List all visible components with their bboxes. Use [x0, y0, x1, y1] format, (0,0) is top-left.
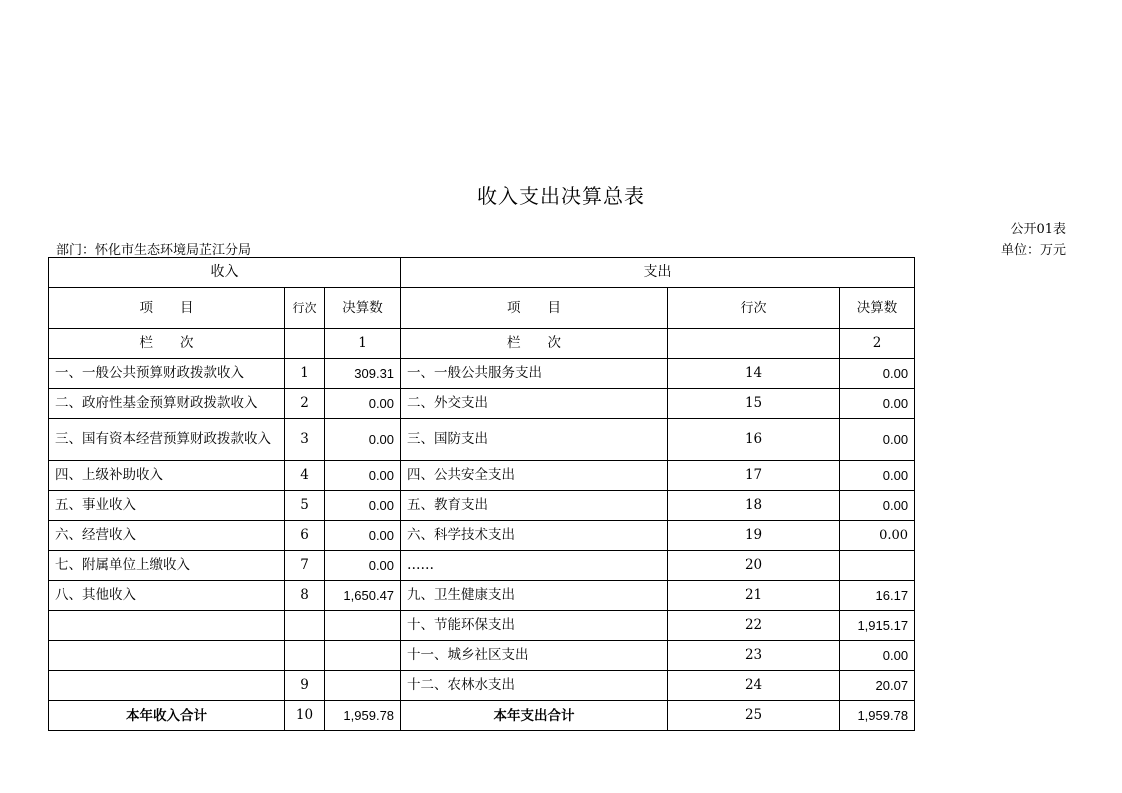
income-row-no-header: 行次 [285, 288, 325, 329]
income-amount-cell: 0.00 [325, 419, 401, 461]
income-amount-cell: 0.00 [325, 491, 401, 521]
table-row [49, 419, 915, 461]
expense-amount-header: 决算数 [840, 288, 915, 329]
expense-row-no-header: 行次 [668, 288, 840, 329]
expense-amount-cell: 0.00 [840, 419, 915, 461]
income-row-no-cell: 9 [285, 671, 325, 701]
expense-amount-cell: 0.00 [840, 491, 915, 521]
expense-lanci-label: 栏 次 [401, 329, 668, 359]
expense-row-no-cell: 15 [668, 389, 840, 419]
income-row-no-cell: 7 [285, 551, 325, 581]
expense-amount-cell: 0.00 [840, 641, 915, 671]
expense-amount-cell: 0.00 [840, 521, 915, 551]
income-lanci-number: 1 [325, 329, 401, 359]
expense-amount-cell: 0.00 [840, 461, 915, 491]
income-amount-cell: 0.00 [325, 521, 401, 551]
table-body [49, 359, 915, 701]
expense-row-no-cell: 14 [668, 359, 840, 389]
expense-amount-cell [840, 551, 915, 581]
expense-item-cell: 一、一般公共服务支出 [401, 359, 668, 389]
expense-item-cell: 十、节能环保支出 [401, 611, 668, 641]
table-row [49, 389, 915, 419]
income-amount-cell: 0.00 [325, 461, 401, 491]
page-title: 收入支出决算总表 [477, 184, 645, 208]
expense-item-cell: 九、卫生健康支出 [401, 581, 668, 611]
department-label: 部门：怀化市生态环境局芷江分局 [56, 243, 252, 258]
table-row [49, 359, 915, 389]
column-header-row [49, 288, 915, 329]
income-item-cell [49, 641, 285, 671]
table-row [49, 581, 915, 611]
expense-amount-cell: 20.07 [840, 671, 915, 701]
income-amount-cell [325, 671, 401, 701]
total-row [49, 701, 915, 731]
table-row [49, 671, 915, 701]
income-item-cell: 六、经营收入 [49, 521, 285, 551]
expense-lanci-blank [668, 329, 840, 359]
expense-row-no-cell: 16 [668, 419, 840, 461]
income-row-no-cell: 1 [285, 359, 325, 389]
table-row [49, 611, 915, 641]
income-item-cell: 五、事业收入 [49, 491, 285, 521]
income-row-no-cell: 6 [285, 521, 325, 551]
expense-item-cell: 五、教育支出 [401, 491, 668, 521]
table-row [49, 491, 915, 521]
form-code: 公开01表 [1010, 222, 1066, 237]
income-section-header: 收入 [49, 258, 401, 288]
income-row-no-cell [285, 611, 325, 641]
income-item-cell: 七、附属单位上缴收入 [49, 551, 285, 581]
income-total-label: 本年收入合计 [49, 701, 285, 731]
expense-item-cell: …… [401, 551, 668, 581]
income-amount-cell [325, 611, 401, 641]
expense-row-no-cell: 20 [668, 551, 840, 581]
income-item-cell: 四、上级补助收入 [49, 461, 285, 491]
income-row-no-cell: 4 [285, 461, 325, 491]
table-row [49, 641, 915, 671]
expense-amount-cell: 16.17 [840, 581, 915, 611]
section-header-row [49, 258, 915, 288]
expense-row-no-cell: 19 [668, 521, 840, 551]
lanci-row [49, 329, 915, 359]
income-amount-cell: 0.00 [325, 389, 401, 419]
income-item-cell: 一、一般公共预算财政拨款收入 [49, 359, 285, 389]
expense-row-no-cell: 23 [668, 641, 840, 671]
income-amount-cell: 0.00 [325, 551, 401, 581]
income-amount-cell: 309.31 [325, 359, 401, 389]
income-row-no-cell [285, 641, 325, 671]
income-row-no-cell: 8 [285, 581, 325, 611]
expense-item-cell: 二、外交支出 [401, 389, 668, 419]
table-row [49, 521, 915, 551]
income-total-amount: 1,959.78 [325, 701, 401, 731]
income-total-row-no: 10 [285, 701, 325, 731]
expense-row-no-cell: 21 [668, 581, 840, 611]
income-item-cell [49, 611, 285, 641]
income-row-no-cell: 3 [285, 419, 325, 461]
expense-lanci-number: 2 [840, 329, 915, 359]
income-amount-cell [325, 641, 401, 671]
unit-label: 单位：万元 [1000, 243, 1066, 258]
expense-item-cell: 十二、农林水支出 [401, 671, 668, 701]
expense-row-no-cell: 18 [668, 491, 840, 521]
income-item-header: 项 目 [49, 288, 285, 329]
table-row [49, 461, 915, 491]
income-item-cell: 八、其他收入 [49, 581, 285, 611]
income-item-cell: 二、政府性基金预算财政拨款收入 [49, 389, 285, 419]
expense-amount-cell: 0.00 [840, 389, 915, 419]
expense-amount-cell: 0.00 [840, 359, 915, 389]
income-item-cell: 三、国有资本经营预算财政拨款收入 [49, 419, 285, 461]
income-row-no-cell: 5 [285, 491, 325, 521]
table-row [49, 551, 915, 581]
expense-item-cell: 十一、城乡社区支出 [401, 641, 668, 671]
expense-section-header: 支出 [401, 258, 915, 288]
expense-item-cell: 六、科学技术支出 [401, 521, 668, 551]
income-amount-header: 决算数 [325, 288, 401, 329]
income-lanci-blank [285, 329, 325, 359]
expense-row-no-cell: 24 [668, 671, 840, 701]
expense-item-header: 项 目 [401, 288, 668, 329]
income-expense-table [48, 257, 915, 731]
expense-amount-cell: 1,915.17 [840, 611, 915, 641]
income-amount-cell: 1,650.47 [325, 581, 401, 611]
expense-total-row-no: 25 [668, 701, 840, 731]
expense-row-no-cell: 17 [668, 461, 840, 491]
expense-item-cell: 四、公共安全支出 [401, 461, 668, 491]
expense-total-label: 本年支出合计 [401, 701, 668, 731]
expense-item-cell: 三、国防支出 [401, 419, 668, 461]
income-item-cell [49, 671, 285, 701]
expense-row-no-cell: 22 [668, 611, 840, 641]
expense-total-amount: 1,959.78 [840, 701, 915, 731]
income-row-no-cell: 2 [285, 389, 325, 419]
income-lanci-label: 栏 次 [49, 329, 285, 359]
